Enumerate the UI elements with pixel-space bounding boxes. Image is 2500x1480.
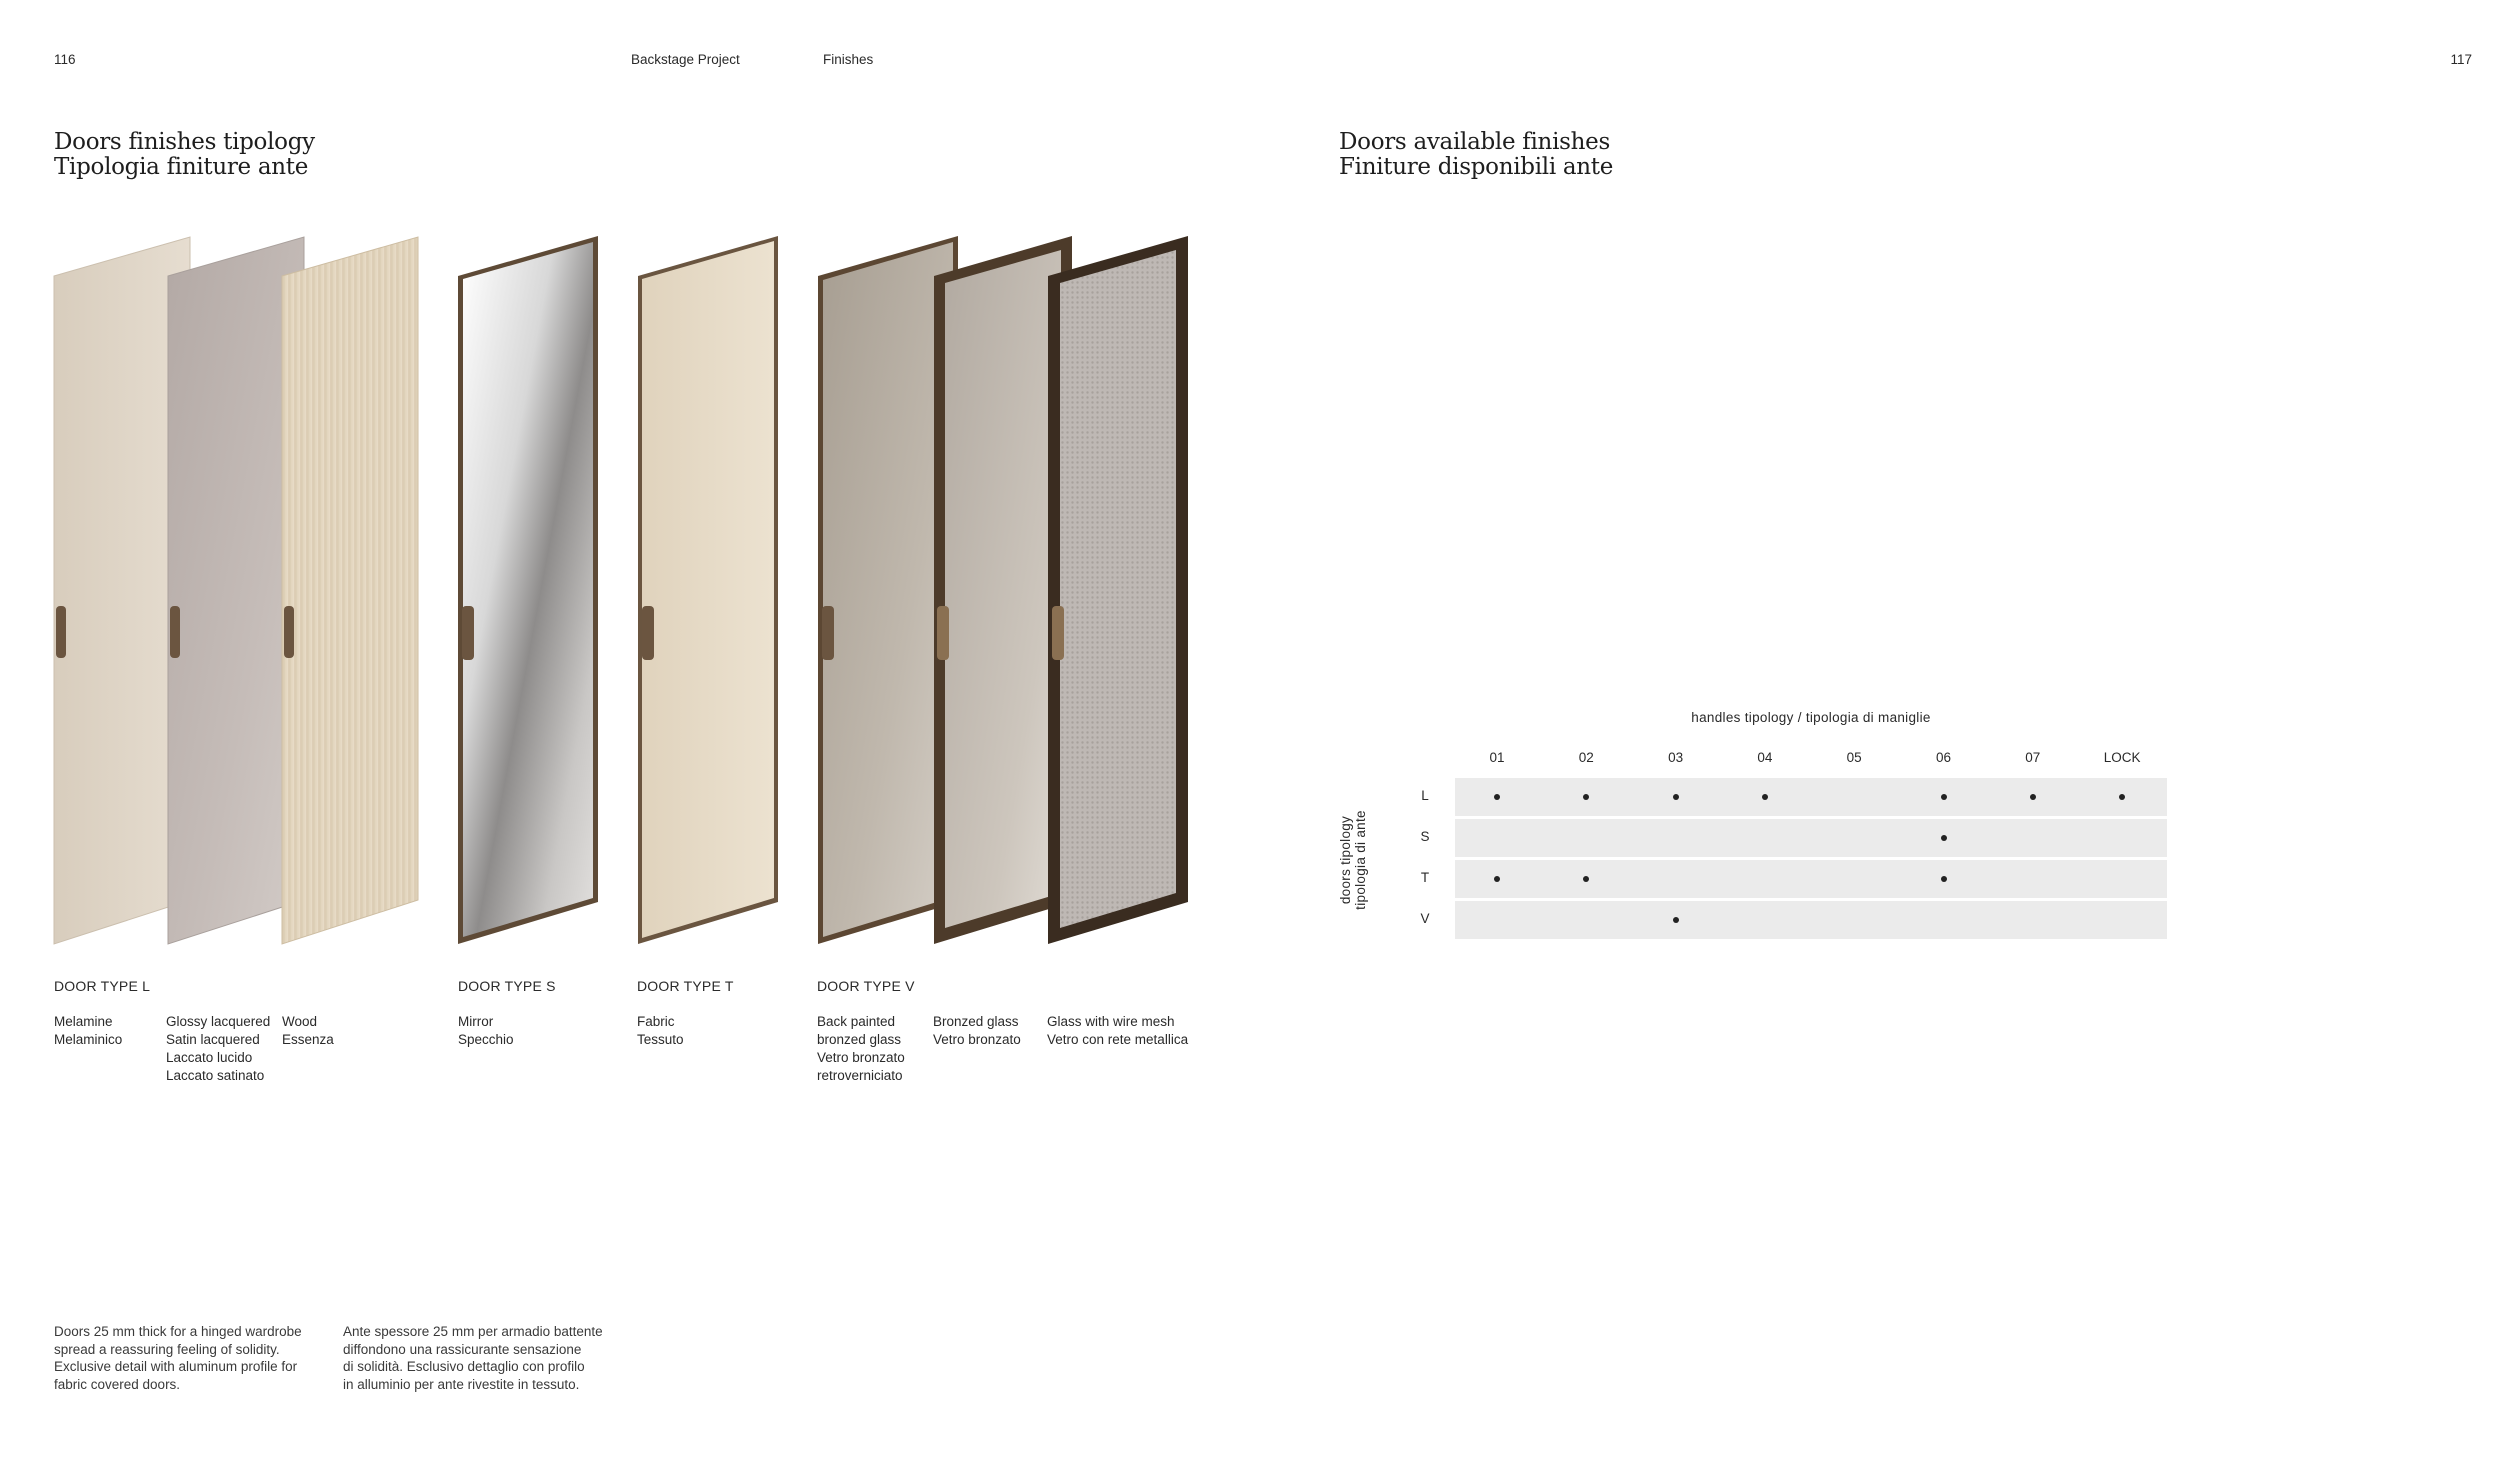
door-handle: [462, 606, 474, 660]
handles-table-title: handles tipology / tipologia di maniglie: [1691, 710, 1931, 725]
table-column-header: 02: [1578, 750, 1594, 765]
door-handle: [937, 606, 949, 660]
page-number-left: 116: [54, 52, 76, 67]
table-column-header: 07: [2025, 750, 2041, 765]
table-column-header: LOCK: [2103, 750, 2141, 765]
table-row: [1455, 860, 2167, 898]
table-row-header: V: [1420, 911, 1430, 926]
table-column-header: 04: [1757, 750, 1773, 765]
finish-mirror: Mirror Specchio: [458, 1014, 514, 1047]
door-wire-mesh-glass: [1048, 236, 1188, 944]
finish-melamine: Melamine Melaminico: [54, 1014, 123, 1047]
door-wood: [282, 237, 418, 944]
right-title: [1339, 130, 1613, 180]
table-column-header: 05: [1846, 750, 1862, 765]
page-number-right: 117: [2450, 52, 2472, 67]
table-column-header: 03: [1668, 750, 1684, 765]
door-handle: [822, 606, 834, 660]
table-row-header: L: [1421, 788, 1429, 803]
door-fabric: [638, 236, 778, 944]
finish-wood: Wood Essenza: [282, 1014, 334, 1047]
doors-tipology-axis-label: doors tipology tipologia di ante: [1338, 810, 1368, 910]
doors-illustration: [0, 0, 1250, 960]
availability-dot: [2117, 792, 2127, 802]
availability-dot: [1671, 792, 1681, 802]
finish-lacquered: Glossy lacquered Satin lacquered Laccato lucido Laccato satinato: [166, 1014, 271, 1083]
description-it: Ante spessore 25 mm per armadio battente diffondono una rassicurante sensazione di solidità. Esclusivo dettaglio con profilo in alluminio per ante rivestite in tessuto.: [343, 1324, 603, 1392]
availability-dot: [2028, 792, 2038, 802]
table-row: [1455, 819, 2167, 857]
finish-wire-mesh-glass: Glass with wire mesh Vetro con rete metallica: [1047, 1014, 1189, 1047]
finish-bronzed-glass: Bronzed glass Vetro bronzato: [933, 1014, 1021, 1047]
availability-dot: [1939, 874, 1949, 884]
left-title-en: Doors finishes tipology: [54, 129, 315, 155]
table-column-header: 01: [1489, 750, 1505, 765]
right-title-it: Finiture disponibili ante: [1339, 154, 1614, 180]
door-handle: [56, 606, 66, 658]
availability-dot: [1581, 792, 1591, 802]
header-section: Finishes: [823, 52, 874, 67]
finish-back-painted-glass: Back painted bronzed glass Vetro bronzato retroverniciato: [817, 1014, 905, 1083]
availability-dot: [1671, 915, 1681, 925]
left-title-it: Tipologia finiture ante: [54, 154, 309, 180]
table-row-header: S: [1420, 829, 1430, 844]
door-handle: [642, 606, 654, 660]
door-type-l-label: DOOR TYPE L: [54, 978, 151, 994]
header-project: Backstage Project: [631, 52, 740, 67]
availability-dot: [1492, 792, 1502, 802]
table-column-header: 06: [1935, 750, 1952, 765]
description-en: Doors 25 mm thick for a hinged wardrobe spread a reassuring feeling of solidity. Exclusive detail with aluminum profile for fabric covered doors.: [54, 1324, 302, 1392]
door-mirror: [458, 236, 598, 944]
door-handle: [1052, 606, 1064, 660]
table-row: [1455, 778, 2167, 816]
availability-dot: [1492, 874, 1502, 884]
door-type-t-label: DOOR TYPE T: [637, 978, 734, 994]
finish-fabric: Fabric Tessuto: [637, 1014, 684, 1047]
availability-dot: [1939, 833, 1949, 843]
table-row: [1455, 901, 2167, 939]
door-type-s-label: DOOR TYPE S: [458, 978, 556, 994]
door-type-v-label: DOOR TYPE V: [817, 978, 915, 994]
availability-dot: [1581, 874, 1591, 884]
table-row-header: T: [1420, 870, 1430, 885]
door-handle: [284, 606, 294, 658]
availability-dot: [1760, 792, 1770, 802]
availability-dot: [1939, 792, 1949, 802]
right-title-en: Doors available finishes: [1339, 129, 1610, 155]
door-handle: [170, 606, 180, 658]
